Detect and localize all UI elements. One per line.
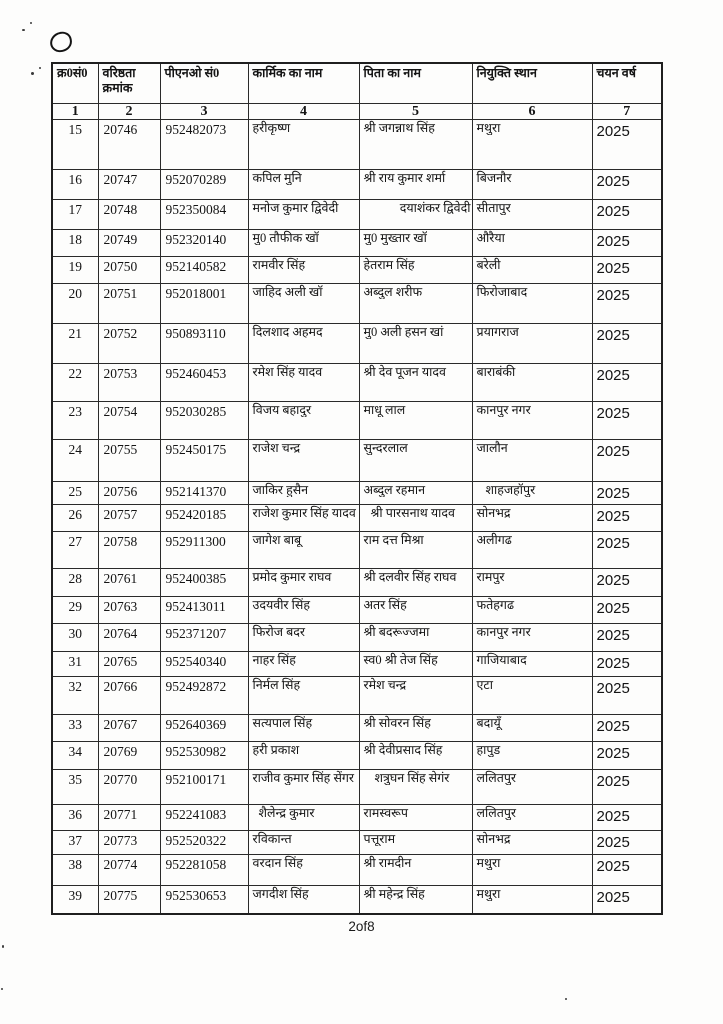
cell-seniority: 20753: [98, 363, 160, 401]
cell-place: सोनभद्र: [472, 504, 592, 531]
cell-pno: 952241083: [160, 804, 248, 830]
table-row: [52, 531, 662, 568]
cell-place: प्रयागराज: [472, 323, 592, 363]
cell-name: विजय बहादुर: [248, 401, 359, 439]
column-header-6: नियुक्ति स्थान: [472, 63, 592, 103]
cell-sno: 36: [52, 804, 98, 830]
cell-seniority: 20766: [98, 676, 160, 714]
cell-father: दयाशंकर द्विवेदी: [359, 199, 472, 229]
cell-seniority: 20769: [98, 741, 160, 769]
cell-name: हरी प्रकाश: [248, 741, 359, 769]
cell-pno: 952100171: [160, 769, 248, 804]
table-row: [52, 568, 662, 596]
cell-seniority: 20757: [98, 504, 160, 531]
cell-name: राजेश चन्द्र: [248, 439, 359, 481]
cell-name: निर्मल सिंह: [248, 676, 359, 714]
cell-place: कानपुर नगर: [472, 401, 592, 439]
column-header-2: वरिष्ठता क्रमांक: [98, 63, 160, 103]
table-row: [52, 504, 662, 531]
cell-seniority: 20758: [98, 531, 160, 568]
cell-name: रविकान्त: [248, 830, 359, 854]
cell-place: औरैया: [472, 229, 592, 256]
table-row: [52, 199, 662, 229]
cell-year: 2025: [592, 568, 662, 596]
table-row: [52, 229, 662, 256]
cell-name: मु0 तौफीक खॉ: [248, 229, 359, 256]
cell-pno: 952530982: [160, 741, 248, 769]
cell-father: पत्तूराम: [359, 830, 472, 854]
column-number-1: 1: [52, 103, 98, 119]
cell-sno: 35: [52, 769, 98, 804]
cell-father: श्री सोवरन सिंह: [359, 714, 472, 741]
cell-pno: 952530653: [160, 885, 248, 914]
seniority-table: [51, 62, 663, 915]
cell-father: श्री रामदीन: [359, 854, 472, 885]
cell-father: मु0 अली हसन खां: [359, 323, 472, 363]
table-row: [52, 481, 662, 504]
cell-father: अब्दुल शरीफ: [359, 283, 472, 323]
cell-name: नाहर सिंह: [248, 651, 359, 676]
cell-year: 2025: [592, 676, 662, 714]
cell-place: बिजनौर: [472, 169, 592, 199]
cell-pno: 952320140: [160, 229, 248, 256]
cell-father: श्री दलवीर सिंह राघव: [359, 568, 472, 596]
cell-pno: 952420185: [160, 504, 248, 531]
cell-seniority: 20774: [98, 854, 160, 885]
cell-pno: 952520322: [160, 830, 248, 854]
cell-seniority: 20775: [98, 885, 160, 914]
table-row: [52, 596, 662, 623]
cell-place: बदायूँ: [472, 714, 592, 741]
cell-year: 2025: [592, 531, 662, 568]
ink-speck: [31, 72, 34, 75]
cell-pno: 952450175: [160, 439, 248, 481]
cell-sno: 29: [52, 596, 98, 623]
cell-year: 2025: [592, 323, 662, 363]
cell-name: राजेश कुमार सिंह यादव: [248, 504, 359, 531]
cell-seniority: 20771: [98, 804, 160, 830]
cell-place: हापुड: [472, 741, 592, 769]
table-row: [52, 651, 662, 676]
cell-seniority: 20746: [98, 119, 160, 169]
cell-sno: 39: [52, 885, 98, 914]
column-header-1: क्र0सं0: [52, 63, 98, 103]
table-row: [52, 439, 662, 481]
table-row: [52, 854, 662, 885]
cell-pno: 952911300: [160, 531, 248, 568]
cell-sno: 37: [52, 830, 98, 854]
cell-seniority: 20764: [98, 623, 160, 651]
cell-year: 2025: [592, 651, 662, 676]
table-row: [52, 676, 662, 714]
cell-sno: 38: [52, 854, 98, 885]
cell-sno: 33: [52, 714, 98, 741]
cell-sno: 19: [52, 256, 98, 283]
cell-father: राम दत्त मिश्रा: [359, 531, 472, 568]
cell-name: जाकिर हुसैन: [248, 481, 359, 504]
cell-father: माधू लाल: [359, 401, 472, 439]
table-row: [52, 769, 662, 804]
cell-seniority: 20770: [98, 769, 160, 804]
cell-year: 2025: [592, 741, 662, 769]
cell-year: 2025: [592, 256, 662, 283]
cell-seniority: 20749: [98, 229, 160, 256]
cell-father: अतर सिंह: [359, 596, 472, 623]
cell-year: 2025: [592, 439, 662, 481]
column-header-3: पीएनओ सं0: [160, 63, 248, 103]
table-row: [52, 623, 662, 651]
cell-sno: 24: [52, 439, 98, 481]
cell-year: 2025: [592, 283, 662, 323]
cell-name: प्रमोद कुमार राघव: [248, 568, 359, 596]
cell-place: शाहजहॉपुर: [472, 481, 592, 504]
cell-father: हेतराम सिंह: [359, 256, 472, 283]
cell-sno: 15: [52, 119, 98, 169]
cell-sno: 32: [52, 676, 98, 714]
cell-seniority: 20765: [98, 651, 160, 676]
cell-year: 2025: [592, 830, 662, 854]
cell-place: कानपुर नगर: [472, 623, 592, 651]
cell-sno: 25: [52, 481, 98, 504]
cell-name: रामवीर सिंह: [248, 256, 359, 283]
cell-place: अलीगढ: [472, 531, 592, 568]
cell-name: शैलेन्द्र कुमार: [248, 804, 359, 830]
cell-name: वरदान सिंह: [248, 854, 359, 885]
cell-place: जालौन: [472, 439, 592, 481]
cell-seniority: 20752: [98, 323, 160, 363]
cell-seniority: 20748: [98, 199, 160, 229]
cell-sno: 20: [52, 283, 98, 323]
table-body: [52, 119, 662, 914]
cell-father: मु0 मुख्तार खॉ: [359, 229, 472, 256]
cell-pno: 952371207: [160, 623, 248, 651]
cell-father: श्री महेन्द्र सिंह: [359, 885, 472, 914]
cell-pno: 952413011: [160, 596, 248, 623]
cell-name: जगदीश सिंह: [248, 885, 359, 914]
cell-pno: 952400385: [160, 568, 248, 596]
cell-father: श्री राय कुमार शर्मा: [359, 169, 472, 199]
cell-seniority: 20761: [98, 568, 160, 596]
cell-pno: 952640369: [160, 714, 248, 741]
table-row: [52, 323, 662, 363]
cell-pno: 950893110: [160, 323, 248, 363]
cell-name: जाहिद अली खॉ: [248, 283, 359, 323]
cell-pno: 952140582: [160, 256, 248, 283]
cell-sno: 16: [52, 169, 98, 199]
cell-name: मनोज कुमार द्विवेदी: [248, 199, 359, 229]
cell-place: सोनभद्र: [472, 830, 592, 854]
cell-year: 2025: [592, 119, 662, 169]
ink-speck: [22, 29, 25, 31]
column-number-3: 3: [160, 103, 248, 119]
cell-year: 2025: [592, 363, 662, 401]
cell-place: ललितपुर: [472, 769, 592, 804]
table-row: [52, 401, 662, 439]
cell-name: सत्यपाल सिंह: [248, 714, 359, 741]
cell-father: रामस्वरूप: [359, 804, 472, 830]
cell-place: रामपुर: [472, 568, 592, 596]
column-number-6: 6: [472, 103, 592, 119]
table-row: [52, 283, 662, 323]
cell-place: बरेली: [472, 256, 592, 283]
cell-place: गाजियाबाद: [472, 651, 592, 676]
cell-place: बाराबंकी: [472, 363, 592, 401]
cell-seniority: 20773: [98, 830, 160, 854]
cell-pno: 952070289: [160, 169, 248, 199]
cell-father: श्री पारसनाथ यादव: [359, 504, 472, 531]
cell-father: श्री देवीप्रसाद सिंह: [359, 741, 472, 769]
cell-father: रमेश चन्द्र: [359, 676, 472, 714]
cell-place: ललितपुर: [472, 804, 592, 830]
ink-speck: [30, 22, 32, 24]
cell-name: कपिल मुनि: [248, 169, 359, 199]
cell-year: 2025: [592, 804, 662, 830]
cell-sno: 22: [52, 363, 98, 401]
cell-place: एटा: [472, 676, 592, 714]
table-row: [52, 256, 662, 283]
cell-sno: 18: [52, 229, 98, 256]
cell-seniority: 20756: [98, 481, 160, 504]
cell-year: 2025: [592, 401, 662, 439]
cell-sno: 27: [52, 531, 98, 568]
cell-name: राजीव कुमार सिंह सेंगर: [248, 769, 359, 804]
cell-sno: 28: [52, 568, 98, 596]
cell-seniority: 20754: [98, 401, 160, 439]
column-number-5: 5: [359, 103, 472, 119]
handwritten-circle-mark: [48, 30, 74, 54]
column-header-7: चयन वर्ष: [592, 63, 662, 103]
column-header-5: पिता का नाम: [359, 63, 472, 103]
cell-year: 2025: [592, 504, 662, 531]
cell-pno: 952350084: [160, 199, 248, 229]
cell-year: 2025: [592, 623, 662, 651]
cell-father: सुन्दरलाल: [359, 439, 472, 481]
cell-name: फिरोज बदर: [248, 623, 359, 651]
cell-year: 2025: [592, 169, 662, 199]
ink-speck: [565, 998, 567, 1000]
cell-year: 2025: [592, 854, 662, 885]
cell-place: सीतापुर: [472, 199, 592, 229]
table-row: [52, 169, 662, 199]
cell-pno: 952141370: [160, 481, 248, 504]
column-header-4: कार्मिक का नाम: [248, 63, 359, 103]
cell-place: मथुरा: [472, 854, 592, 885]
cell-father: श्री जगन्नाथ सिंह: [359, 119, 472, 169]
cell-pno: 952460453: [160, 363, 248, 401]
table-row: [52, 119, 662, 169]
cell-year: 2025: [592, 199, 662, 229]
cell-seniority: 20767: [98, 714, 160, 741]
cell-sno: 31: [52, 651, 98, 676]
ink-speck: [1, 988, 3, 990]
table-row: [52, 741, 662, 769]
cell-place: मथुरा: [472, 885, 592, 914]
ink-speck: [2, 945, 4, 948]
cell-pno: 952018001: [160, 283, 248, 323]
cell-name: जागेश बाबू: [248, 531, 359, 568]
cell-year: 2025: [592, 885, 662, 914]
cell-year: 2025: [592, 229, 662, 256]
table-header: [52, 63, 662, 119]
cell-year: 2025: [592, 714, 662, 741]
cell-seniority: 20751: [98, 283, 160, 323]
cell-name: हरीकृष्ण: [248, 119, 359, 169]
cell-pno: 952030285: [160, 401, 248, 439]
table-row: [52, 363, 662, 401]
cell-year: 2025: [592, 596, 662, 623]
cell-name: रमेश सिंह यादव: [248, 363, 359, 401]
cell-pno: 952281058: [160, 854, 248, 885]
cell-place: फतेहगढ: [472, 596, 592, 623]
cell-place: मथुरा: [472, 119, 592, 169]
table-row: [52, 804, 662, 830]
cell-seniority: 20747: [98, 169, 160, 199]
cell-seniority: 20755: [98, 439, 160, 481]
cell-sno: 30: [52, 623, 98, 651]
table-row: [52, 830, 662, 854]
table-row: [52, 885, 662, 914]
cell-sno: 26: [52, 504, 98, 531]
cell-pno: 952492872: [160, 676, 248, 714]
cell-father: श्री बदरूज्जमा: [359, 623, 472, 651]
cell-pno: 952482073: [160, 119, 248, 169]
cell-father: श्री देव पूजन यादव: [359, 363, 472, 401]
cell-year: 2025: [592, 769, 662, 804]
cell-sno: 17: [52, 199, 98, 229]
cell-name: दिलशाद अहमद: [248, 323, 359, 363]
column-number-4: 4: [248, 103, 359, 119]
ink-speck: [39, 67, 41, 69]
cell-sno: 23: [52, 401, 98, 439]
cell-sno: 21: [52, 323, 98, 363]
cell-name: उदयवीर सिंह: [248, 596, 359, 623]
cell-father: स्व0 श्री तेज सिंह: [359, 651, 472, 676]
column-number-7: 7: [592, 103, 662, 119]
cell-sno: 34: [52, 741, 98, 769]
cell-place: फिरोजाबाद: [472, 283, 592, 323]
table-row: [52, 714, 662, 741]
cell-seniority: 20763: [98, 596, 160, 623]
column-number-2: 2: [98, 103, 160, 119]
page-number: 2of8: [348, 919, 375, 934]
cell-seniority: 20750: [98, 256, 160, 283]
cell-pno: 952540340: [160, 651, 248, 676]
cell-father: अब्दुल रहमान: [359, 481, 472, 504]
cell-father: शत्रुघन सिंह सेगंर: [359, 769, 472, 804]
cell-year: 2025: [592, 481, 662, 504]
